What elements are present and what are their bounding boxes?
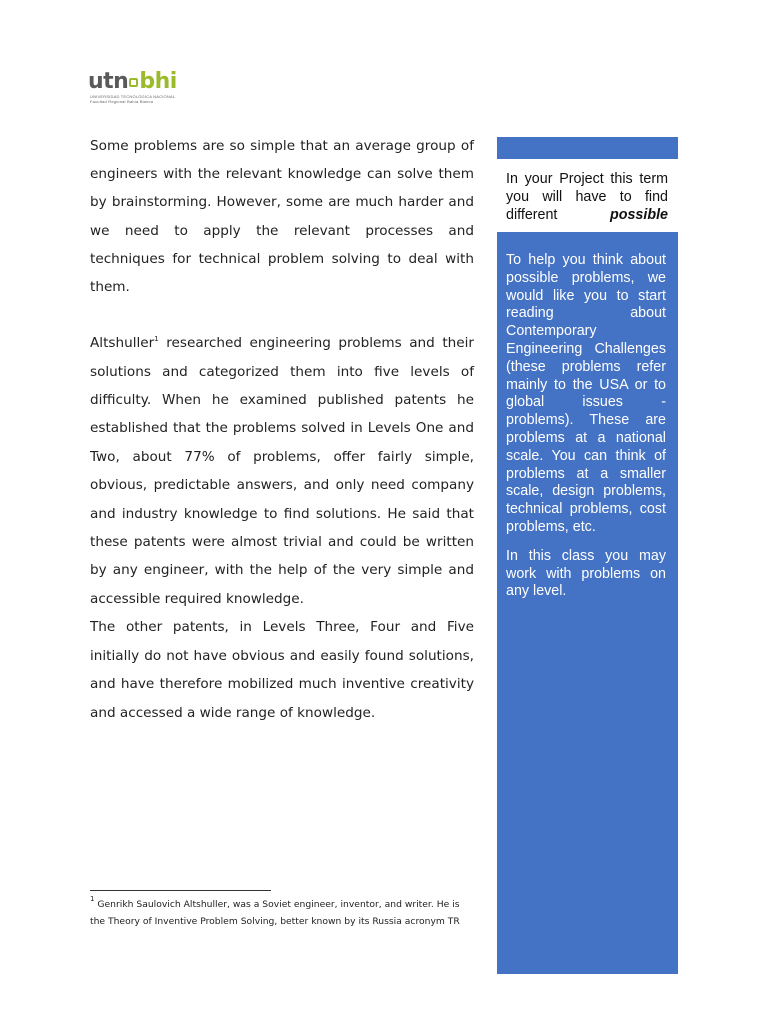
paragraph-altshuller — [90, 329, 474, 613]
callout-text: In your Project this term you will have to find different — [506, 171, 668, 223]
logo-utn: utn — [88, 69, 129, 94]
sidebar-callout — [506, 170, 668, 224]
altshuller-text: researched engineering problems and their solutions and categorized them into five levels of difficulty. When he examined published patents he established that the problems solved in Levels One and Two, about 77% of problems, offer fairly simple, obvious, predictable answers, and only need company and industry knowledge to find solutions. He said that these patents were almost trivial and could be written by any engineer, with the help of the very simple and accessible required knowledge. — [90, 335, 474, 607]
sidebar-text — [506, 252, 666, 601]
sidebar-paragraph-1: To help you think about possible problems, we would like you to start reading about Contemporary Engineering Challenges (these problems refer mainly to the USA or to global issues - problems). These are problems at a national scale. You can think of problems at a smaller scale, design problems, technical problems, cost problems, etc. — [506, 252, 666, 535]
footnote-number: 1 — [90, 896, 95, 903]
sidebar-paragraph-2: In this class you may work with problems on any level. — [506, 547, 666, 600]
callout-emphasis: possible — [610, 207, 668, 223]
footnote-line2: the Theory of Inventive Problem Solving, better known by its Russia acronym TR — [90, 916, 460, 927]
footnote-ref[interactable]: 1 — [154, 335, 159, 344]
logo-wordmark — [88, 70, 177, 94]
sidebar-header-bar — [497, 137, 678, 159]
footnote-line1: $^1$ Genrikh Saulovich Altshuller, was a Soviet engineer, inventor, and writer. He is — [90, 896, 460, 910]
utn-bhi-logo — [88, 70, 180, 106]
altshuller-name: Altshuller — [90, 335, 155, 352]
paragraph-other-patents: The other patents, in Levels Three, Four and Five initially do not have obvious and easily found solutions, and have therefore mobilized much inventive creativity and accessed a wide range of knowledge. — [90, 619, 474, 721]
logo-subtitle — [90, 94, 175, 104]
logo-subtitle-line2: Facultad Regional Bahía Blanca — [90, 99, 154, 104]
footnote — [90, 896, 496, 930]
footnote-separator — [90, 890, 271, 891]
logo-mark-icon — [129, 78, 138, 87]
paragraph-intro: Some problems are so simple that an average group of engineers with the relevant knowledge can solve them by brainstorming. However, some are much harder and we need to apply the relevant processes and techniques for technical problem solving to deal with them. — [90, 138, 474, 296]
main-text — [90, 132, 474, 727]
sidebar-box — [497, 232, 678, 974]
logo-subtitle-line1: UNIVERSIDAD TECNOLÓGICA NACIONAL — [90, 94, 176, 99]
logo-bhi: bhi — [139, 69, 177, 94]
